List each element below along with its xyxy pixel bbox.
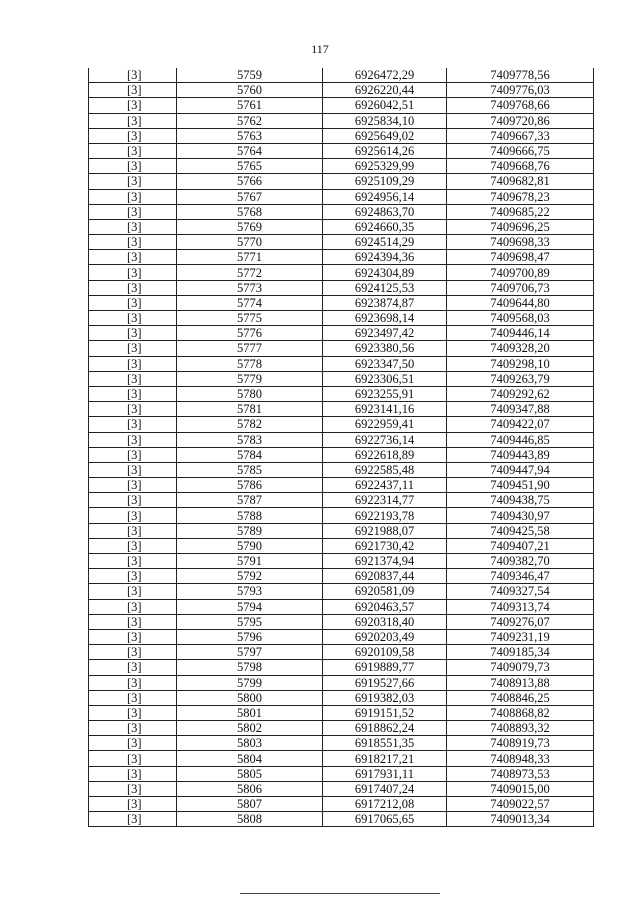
x-coordinate-cell: 6925109,29 bbox=[323, 174, 447, 189]
x-coordinate-cell: 6925649,02 bbox=[323, 128, 447, 143]
source-ref-cell: [3] bbox=[89, 189, 177, 204]
x-coordinate-cell: 6921374,94 bbox=[323, 554, 447, 569]
table-row bbox=[89, 98, 594, 113]
point-number-cell: 5798 bbox=[177, 660, 323, 675]
x-coordinate-cell: 6926042,51 bbox=[323, 98, 447, 113]
y-coordinate-cell: 7409778,56 bbox=[447, 68, 594, 83]
table-row bbox=[89, 523, 594, 538]
source-ref-cell: [3] bbox=[89, 402, 177, 417]
point-number-cell: 5792 bbox=[177, 569, 323, 584]
source-ref-cell: [3] bbox=[89, 295, 177, 310]
source-ref-cell: [3] bbox=[89, 569, 177, 584]
y-coordinate-cell: 7409720,86 bbox=[447, 113, 594, 128]
point-number-cell: 5787 bbox=[177, 493, 323, 508]
table-row bbox=[89, 614, 594, 629]
point-number-cell: 5771 bbox=[177, 250, 323, 265]
point-number-cell: 5764 bbox=[177, 143, 323, 158]
point-number-cell: 5806 bbox=[177, 781, 323, 796]
table-row bbox=[89, 189, 594, 204]
table-row bbox=[89, 219, 594, 234]
source-ref-cell: [3] bbox=[89, 417, 177, 432]
table-row bbox=[89, 569, 594, 584]
table-row bbox=[89, 371, 594, 386]
x-coordinate-cell: 6920837,44 bbox=[323, 569, 447, 584]
source-ref-cell: [3] bbox=[89, 554, 177, 569]
y-coordinate-cell: 7409079,73 bbox=[447, 660, 594, 675]
table-row bbox=[89, 751, 594, 766]
y-coordinate-cell: 7409667,33 bbox=[447, 128, 594, 143]
x-coordinate-cell: 6924660,35 bbox=[323, 219, 447, 234]
point-number-cell: 5773 bbox=[177, 280, 323, 295]
point-number-cell: 5763 bbox=[177, 128, 323, 143]
point-number-cell: 5783 bbox=[177, 432, 323, 447]
source-ref-cell: [3] bbox=[89, 599, 177, 614]
table-row bbox=[89, 812, 594, 827]
x-coordinate-cell: 6926220,44 bbox=[323, 83, 447, 98]
point-number-cell: 5793 bbox=[177, 584, 323, 599]
source-ref-cell: [3] bbox=[89, 235, 177, 250]
point-number-cell: 5779 bbox=[177, 371, 323, 386]
table-row bbox=[89, 554, 594, 569]
source-ref-cell: [3] bbox=[89, 797, 177, 812]
x-coordinate-cell: 6919527,66 bbox=[323, 675, 447, 690]
source-ref-cell: [3] bbox=[89, 736, 177, 751]
point-number-cell: 5780 bbox=[177, 386, 323, 401]
x-coordinate-cell: 6920463,57 bbox=[323, 599, 447, 614]
y-coordinate-cell: 7409776,03 bbox=[447, 83, 594, 98]
x-coordinate-cell: 6922437,11 bbox=[323, 478, 447, 493]
y-coordinate-cell: 7409015,00 bbox=[447, 781, 594, 796]
y-coordinate-cell: 7409568,03 bbox=[447, 311, 594, 326]
x-coordinate-cell: 6923347,50 bbox=[323, 356, 447, 371]
table-row bbox=[89, 326, 594, 341]
y-coordinate-cell: 7409425,58 bbox=[447, 523, 594, 538]
source-ref-cell: [3] bbox=[89, 265, 177, 280]
source-ref-cell: [3] bbox=[89, 766, 177, 781]
source-ref-cell: [3] bbox=[89, 68, 177, 83]
y-coordinate-cell: 7408868,82 bbox=[447, 705, 594, 720]
x-coordinate-cell: 6924514,29 bbox=[323, 235, 447, 250]
table-row bbox=[89, 295, 594, 310]
y-coordinate-cell: 7408913,88 bbox=[447, 675, 594, 690]
x-coordinate-cell: 6917407,24 bbox=[323, 781, 447, 796]
point-number-cell: 5775 bbox=[177, 311, 323, 326]
source-ref-cell: [3] bbox=[89, 508, 177, 523]
table-row bbox=[89, 462, 594, 477]
table-row bbox=[89, 629, 594, 644]
y-coordinate-cell: 7409768,66 bbox=[447, 98, 594, 113]
source-ref-cell: [3] bbox=[89, 356, 177, 371]
x-coordinate-cell: 6922314,77 bbox=[323, 493, 447, 508]
x-coordinate-cell: 6925329,99 bbox=[323, 159, 447, 174]
coordinates-table bbox=[88, 68, 594, 827]
point-number-cell: 5778 bbox=[177, 356, 323, 371]
source-ref-cell: [3] bbox=[89, 660, 177, 675]
y-coordinate-cell: 7409438,75 bbox=[447, 493, 594, 508]
x-coordinate-cell: 6918862,24 bbox=[323, 721, 447, 736]
point-number-cell: 5784 bbox=[177, 447, 323, 462]
x-coordinate-cell: 6924125,53 bbox=[323, 280, 447, 295]
table-row bbox=[89, 432, 594, 447]
x-coordinate-cell: 6924863,70 bbox=[323, 204, 447, 219]
source-ref-cell: [3] bbox=[89, 614, 177, 629]
point-number-cell: 5797 bbox=[177, 645, 323, 660]
y-coordinate-cell: 7409022,57 bbox=[447, 797, 594, 812]
source-ref-cell: [3] bbox=[89, 675, 177, 690]
x-coordinate-cell: 6923255,91 bbox=[323, 386, 447, 401]
y-coordinate-cell: 7409678,23 bbox=[447, 189, 594, 204]
x-coordinate-cell: 6920581,09 bbox=[323, 584, 447, 599]
y-coordinate-cell: 7408948,33 bbox=[447, 751, 594, 766]
y-coordinate-cell: 7409446,14 bbox=[447, 326, 594, 341]
point-number-cell: 5760 bbox=[177, 83, 323, 98]
table-row bbox=[89, 447, 594, 462]
x-coordinate-cell: 6922736,14 bbox=[323, 432, 447, 447]
point-number-cell: 5782 bbox=[177, 417, 323, 432]
point-number-cell: 5781 bbox=[177, 402, 323, 417]
source-ref-cell: [3] bbox=[89, 341, 177, 356]
y-coordinate-cell: 7408893,32 bbox=[447, 721, 594, 736]
table-row bbox=[89, 113, 594, 128]
x-coordinate-cell: 6923141,16 bbox=[323, 402, 447, 417]
point-number-cell: 5807 bbox=[177, 797, 323, 812]
y-coordinate-cell: 7409430,97 bbox=[447, 508, 594, 523]
y-coordinate-cell: 7409231,19 bbox=[447, 629, 594, 644]
x-coordinate-cell: 6920203,49 bbox=[323, 629, 447, 644]
point-number-cell: 5790 bbox=[177, 538, 323, 553]
page-number: 117 bbox=[311, 42, 329, 56]
x-coordinate-cell: 6924394,36 bbox=[323, 250, 447, 265]
point-number-cell: 5768 bbox=[177, 204, 323, 219]
table-row bbox=[89, 781, 594, 796]
y-coordinate-cell: 7409298,10 bbox=[447, 356, 594, 371]
table-row bbox=[89, 675, 594, 690]
source-ref-cell: [3] bbox=[89, 250, 177, 265]
source-ref-cell: [3] bbox=[89, 113, 177, 128]
point-number-cell: 5772 bbox=[177, 265, 323, 280]
x-coordinate-cell: 6924304,89 bbox=[323, 265, 447, 280]
source-ref-cell: [3] bbox=[89, 371, 177, 386]
x-coordinate-cell: 6917931,11 bbox=[323, 766, 447, 781]
table-row bbox=[89, 645, 594, 660]
point-number-cell: 5802 bbox=[177, 721, 323, 736]
source-ref-cell: [3] bbox=[89, 386, 177, 401]
y-coordinate-cell: 7409668,76 bbox=[447, 159, 594, 174]
x-coordinate-cell: 6923497,42 bbox=[323, 326, 447, 341]
y-coordinate-cell: 7409685,22 bbox=[447, 204, 594, 219]
table-row bbox=[89, 174, 594, 189]
y-coordinate-cell: 7409446,85 bbox=[447, 432, 594, 447]
y-coordinate-cell: 7409682,81 bbox=[447, 174, 594, 189]
point-number-cell: 5796 bbox=[177, 629, 323, 644]
point-number-cell: 5762 bbox=[177, 113, 323, 128]
table-row bbox=[89, 797, 594, 812]
y-coordinate-cell: 7409443,89 bbox=[447, 447, 594, 462]
point-number-cell: 5799 bbox=[177, 675, 323, 690]
y-coordinate-cell: 7409346,47 bbox=[447, 569, 594, 584]
y-coordinate-cell: 7408919,73 bbox=[447, 736, 594, 751]
table-row bbox=[89, 235, 594, 250]
y-coordinate-cell: 7409696,25 bbox=[447, 219, 594, 234]
table-row bbox=[89, 736, 594, 751]
table-row bbox=[89, 341, 594, 356]
table-row bbox=[89, 660, 594, 675]
source-ref-cell: [3] bbox=[89, 705, 177, 720]
y-coordinate-cell: 7409407,21 bbox=[447, 538, 594, 553]
table-row bbox=[89, 204, 594, 219]
point-number-cell: 5789 bbox=[177, 523, 323, 538]
source-ref-cell: [3] bbox=[89, 721, 177, 736]
x-coordinate-cell: 6923698,14 bbox=[323, 311, 447, 326]
y-coordinate-cell: 7409451,90 bbox=[447, 478, 594, 493]
source-ref-cell: [3] bbox=[89, 219, 177, 234]
source-ref-cell: [3] bbox=[89, 128, 177, 143]
table-row bbox=[89, 508, 594, 523]
source-ref-cell: [3] bbox=[89, 523, 177, 538]
source-ref-cell: [3] bbox=[89, 311, 177, 326]
source-ref-cell: [3] bbox=[89, 645, 177, 660]
point-number-cell: 5766 bbox=[177, 174, 323, 189]
y-coordinate-cell: 7408973,53 bbox=[447, 766, 594, 781]
y-coordinate-cell: 7409698,33 bbox=[447, 235, 594, 250]
point-number-cell: 5777 bbox=[177, 341, 323, 356]
point-number-cell: 5794 bbox=[177, 599, 323, 614]
table-row bbox=[89, 538, 594, 553]
x-coordinate-cell: 6917065,65 bbox=[323, 812, 447, 827]
point-number-cell: 5759 bbox=[177, 68, 323, 83]
table-row bbox=[89, 493, 594, 508]
source-ref-cell: [3] bbox=[89, 83, 177, 98]
source-ref-cell: [3] bbox=[89, 751, 177, 766]
x-coordinate-cell: 6922618,89 bbox=[323, 447, 447, 462]
point-number-cell: 5804 bbox=[177, 751, 323, 766]
point-number-cell: 5761 bbox=[177, 98, 323, 113]
x-coordinate-cell: 6925834,10 bbox=[323, 113, 447, 128]
source-ref-cell: [3] bbox=[89, 326, 177, 341]
x-coordinate-cell: 6921730,42 bbox=[323, 538, 447, 553]
y-coordinate-cell: 7409013,34 bbox=[447, 812, 594, 827]
point-number-cell: 5805 bbox=[177, 766, 323, 781]
y-coordinate-cell: 7409422,07 bbox=[447, 417, 594, 432]
y-coordinate-cell: 7409700,89 bbox=[447, 265, 594, 280]
table-row bbox=[89, 766, 594, 781]
point-number-cell: 5767 bbox=[177, 189, 323, 204]
table-row bbox=[89, 721, 594, 736]
x-coordinate-cell: 6922193,78 bbox=[323, 508, 447, 523]
x-coordinate-cell: 6920318,40 bbox=[323, 614, 447, 629]
point-number-cell: 5801 bbox=[177, 705, 323, 720]
x-coordinate-cell: 6924956,14 bbox=[323, 189, 447, 204]
table-row bbox=[89, 250, 594, 265]
coordinates-table-body bbox=[89, 68, 594, 827]
source-ref-cell: [3] bbox=[89, 143, 177, 158]
x-coordinate-cell: 6926472,29 bbox=[323, 68, 447, 83]
source-ref-cell: [3] bbox=[89, 204, 177, 219]
source-ref-cell: [3] bbox=[89, 493, 177, 508]
x-coordinate-cell: 6922585,48 bbox=[323, 462, 447, 477]
point-number-cell: 5786 bbox=[177, 478, 323, 493]
x-coordinate-cell: 6919151,52 bbox=[323, 705, 447, 720]
y-coordinate-cell: 7409698,47 bbox=[447, 250, 594, 265]
point-number-cell: 5774 bbox=[177, 295, 323, 310]
table-row bbox=[89, 280, 594, 295]
y-coordinate-cell: 7409382,70 bbox=[447, 554, 594, 569]
y-coordinate-cell: 7409313,74 bbox=[447, 599, 594, 614]
table-row bbox=[89, 143, 594, 158]
table-row bbox=[89, 705, 594, 720]
point-number-cell: 5803 bbox=[177, 736, 323, 751]
table-row bbox=[89, 356, 594, 371]
table-row bbox=[89, 690, 594, 705]
y-coordinate-cell: 7409276,07 bbox=[447, 614, 594, 629]
source-ref-cell: [3] bbox=[89, 812, 177, 827]
point-number-cell: 5808 bbox=[177, 812, 323, 827]
x-coordinate-cell: 6919889,77 bbox=[323, 660, 447, 675]
table-row bbox=[89, 584, 594, 599]
x-coordinate-cell: 6917212,08 bbox=[323, 797, 447, 812]
y-coordinate-cell: 7409347,88 bbox=[447, 402, 594, 417]
source-ref-cell: [3] bbox=[89, 447, 177, 462]
point-number-cell: 5776 bbox=[177, 326, 323, 341]
source-ref-cell: [3] bbox=[89, 478, 177, 493]
point-number-cell: 5800 bbox=[177, 690, 323, 705]
source-ref-cell: [3] bbox=[89, 629, 177, 644]
point-number-cell: 5770 bbox=[177, 235, 323, 250]
x-coordinate-cell: 6922959,41 bbox=[323, 417, 447, 432]
table-row bbox=[89, 83, 594, 98]
y-coordinate-cell: 7409644,80 bbox=[447, 295, 594, 310]
x-coordinate-cell: 6918217,21 bbox=[323, 751, 447, 766]
table-row bbox=[89, 402, 594, 417]
table-row bbox=[89, 599, 594, 614]
table-row bbox=[89, 386, 594, 401]
x-coordinate-cell: 6920109,58 bbox=[323, 645, 447, 660]
footer-divider bbox=[240, 893, 440, 894]
table-row bbox=[89, 68, 594, 83]
point-number-cell: 5795 bbox=[177, 614, 323, 629]
y-coordinate-cell: 7409328,20 bbox=[447, 341, 594, 356]
source-ref-cell: [3] bbox=[89, 98, 177, 113]
table-row bbox=[89, 478, 594, 493]
source-ref-cell: [3] bbox=[89, 432, 177, 447]
x-coordinate-cell: 6925614,26 bbox=[323, 143, 447, 158]
x-coordinate-cell: 6923306,51 bbox=[323, 371, 447, 386]
y-coordinate-cell: 7409292,62 bbox=[447, 386, 594, 401]
point-number-cell: 5785 bbox=[177, 462, 323, 477]
y-coordinate-cell: 7409666,75 bbox=[447, 143, 594, 158]
x-coordinate-cell: 6919382,03 bbox=[323, 690, 447, 705]
table-row bbox=[89, 417, 594, 432]
x-coordinate-cell: 6921988,07 bbox=[323, 523, 447, 538]
point-number-cell: 5791 bbox=[177, 554, 323, 569]
x-coordinate-cell: 6923874,87 bbox=[323, 295, 447, 310]
source-ref-cell: [3] bbox=[89, 174, 177, 189]
table-row bbox=[89, 311, 594, 326]
y-coordinate-cell: 7409185,34 bbox=[447, 645, 594, 660]
y-coordinate-cell: 7409447,94 bbox=[447, 462, 594, 477]
x-coordinate-cell: 6918551,35 bbox=[323, 736, 447, 751]
source-ref-cell: [3] bbox=[89, 462, 177, 477]
source-ref-cell: [3] bbox=[89, 584, 177, 599]
point-number-cell: 5788 bbox=[177, 508, 323, 523]
y-coordinate-cell: 7408846,25 bbox=[447, 690, 594, 705]
table-row bbox=[89, 265, 594, 280]
source-ref-cell: [3] bbox=[89, 690, 177, 705]
table-row bbox=[89, 128, 594, 143]
point-number-cell: 5769 bbox=[177, 219, 323, 234]
y-coordinate-cell: 7409263,79 bbox=[447, 371, 594, 386]
source-ref-cell: [3] bbox=[89, 159, 177, 174]
y-coordinate-cell: 7409706,73 bbox=[447, 280, 594, 295]
x-coordinate-cell: 6923380,56 bbox=[323, 341, 447, 356]
source-ref-cell: [3] bbox=[89, 280, 177, 295]
point-number-cell: 5765 bbox=[177, 159, 323, 174]
source-ref-cell: [3] bbox=[89, 538, 177, 553]
table-row bbox=[89, 159, 594, 174]
source-ref-cell: [3] bbox=[89, 781, 177, 796]
y-coordinate-cell: 7409327,54 bbox=[447, 584, 594, 599]
